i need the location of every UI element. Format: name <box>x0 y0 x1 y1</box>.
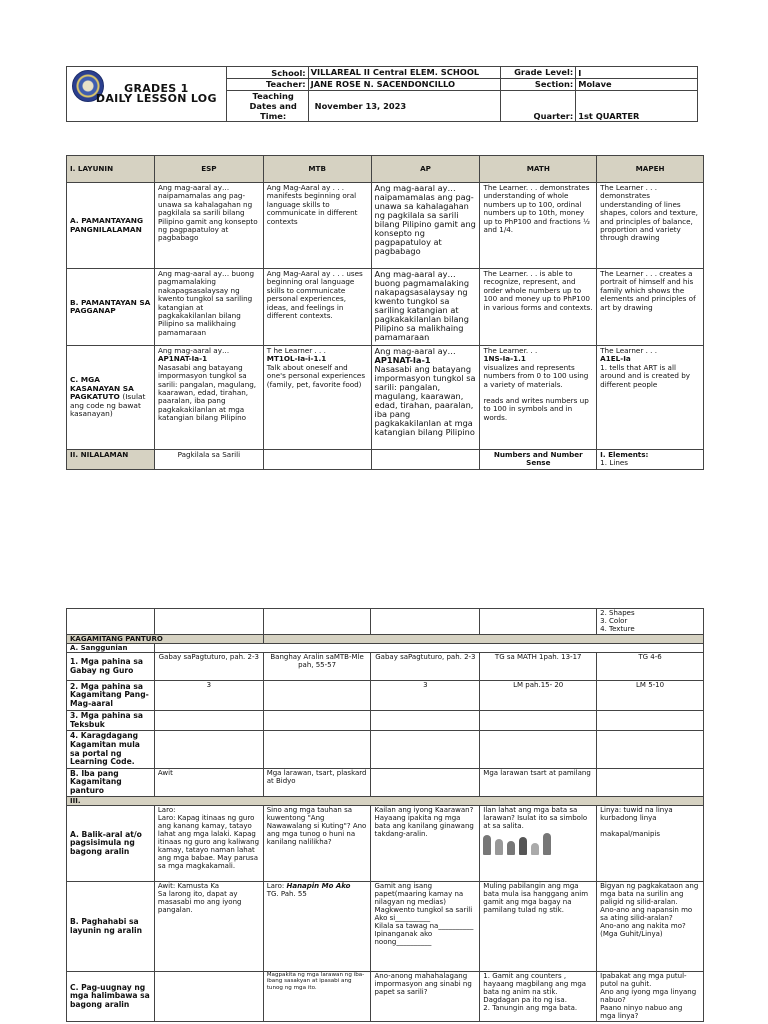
mtb-text: Talk about oneself and one's personal experiences (family, pet, favorite food) <box>266 362 366 389</box>
empty-cell <box>597 731 704 769</box>
procedures-table <box>66 608 704 1022</box>
empty-cell <box>263 711 371 731</box>
section-value: Molave <box>576 79 698 91</box>
title-cell <box>67 67 227 122</box>
cell-b-esp: Ang mag-aaral ay… buong pagmamalaking nakapagsasalaysay ng kwento tungkol sa sariling katangian at pagkakakilanlan bilang Pilipino sa malikhaing pamamaraan <box>154 269 263 346</box>
kagamitang-panturo-band <box>263 635 703 644</box>
pag-uugnay-mtb: Magpakita ng mga larawan ng iba-ibang sasakyan at ipasabi ang tunog ng mga ito. <box>263 972 371 1022</box>
mapeh-text: 1. tells that ART is all around and is created by different people <box>600 362 691 389</box>
lm-math: LM pah.15- 20 <box>480 681 597 711</box>
row-label-kasanayan <box>67 346 155 450</box>
paghahabi-mtb-suffix: TG. Pah. 55 <box>266 890 307 898</box>
ap-text: Nasasabi ang batayang impormasyon tungkol sa sarili: pangalan, magulang, kaarawan, edad, tirahan, paaralan, iba pang pagkakakilanlan at mga katangian bilang Pilipino <box>374 364 476 437</box>
mapeh-continued <box>597 609 704 635</box>
cell-b-mapeh: The Learner . . . creates a portrait of himself and his family which shows the elements and principles of art by drawing <box>597 269 704 346</box>
pag-uugnay-mapeh: Ipabakat ang mga putul-putol na guhit. Ano ang iyong mga linyang nabuo? Paano ninyo nabuo ang mga linya? <box>597 972 704 1022</box>
row-label-paghahabi: B. Paghahabi sa layunin ng aralin <box>67 882 155 972</box>
children-illustration <box>483 833 593 855</box>
teacher-value: JANE ROSE N. SACENDONCILLO <box>308 79 501 91</box>
cell-c-math <box>480 346 597 450</box>
iba-mtb: Mga larawan, tsart, plaskard at Bidyo <box>263 769 371 797</box>
cell-c-ap <box>371 346 480 450</box>
mapeh-item: 4. Texture <box>600 625 635 633</box>
row-label-kagamitang-pang-mag-aaral: 2. Mga pahina sa Kagamitang Pang-Mag-aaral <box>67 681 155 711</box>
empty-cell <box>480 731 597 769</box>
quarter-value: 1st QUARTER <box>576 91 698 122</box>
empty-cell <box>371 609 480 635</box>
mtb-intro: T he Learner . . . <box>266 346 326 355</box>
balik-aral-math <box>480 806 597 882</box>
row-label-nilalaman: II. NILALAMAN <box>67 450 155 470</box>
empty-cell <box>480 609 597 635</box>
gabay-math: TG sa MATH 1pah. 13-17 <box>480 653 597 681</box>
kasanayan-label: C. MGA KASANAYAN SA PAGKATUTO <box>70 375 134 402</box>
sanggunian-band <box>154 644 703 653</box>
row-label-iba-pang-kagamitan: B. Iba pang Kagamitang panturo <box>67 769 155 797</box>
math-code: 1NS-Ia-1.1 <box>483 354 526 364</box>
pamamaraan-heading: III. <box>67 797 704 806</box>
balik-aral-math-text: Ilan lahat ang mga bata sa larawan? Isulat ito sa simbolo at sa salita. <box>483 806 588 830</box>
empty-cell <box>67 609 155 635</box>
empty-cell <box>154 711 263 731</box>
header-table <box>66 66 698 122</box>
paghahabi-ap: Gamit ang isang papet(maaring kamay na nilagyan ng medias) Magkwento tungkol sa sarili Ako si__________ Kilala sa tawag na__________ Ipinanganak ako noong__________ <box>371 882 480 972</box>
esp-code: AP1NAT-Ia-1 <box>157 354 208 364</box>
grade-level-value: I <box>576 67 698 79</box>
col-header-mtb: MTB <box>263 156 371 183</box>
balik-aral-esp: Laro: Laro: Kapag itinaas ng guro ang kanang kamay, tatayo lahat ang mga lalaki. Kapag itinaas ng guro ang kaliwang kamay, tatayo naman lahat ang mga babae. May parusa sa mga magkakamali. <box>154 806 263 882</box>
mapeh-code: A1EL-Ia <box>600 354 631 364</box>
paghahabi-mtb-game: Hanapin Mo Ako <box>286 882 351 890</box>
paghahabi-mtb-prefix: Laro: <box>266 882 287 890</box>
math-text-1: visualizes and represents numbers from 0 to 100 using a variety of materials. <box>483 362 589 389</box>
col-header-layunin: I. LAYUNIN <box>67 156 155 183</box>
title-line-2: DAILY LESSON LOG <box>95 92 217 105</box>
gabay-mapeh: TG 4-6 <box>597 653 704 681</box>
nilalaman-mapeh <box>597 450 704 470</box>
iba-math: Mga larawan tsart at pamilang <box>480 769 597 797</box>
dates-label: Teaching Dates and Time: <box>226 91 308 122</box>
sanggunian-heading: A. Sanggunian <box>67 644 155 653</box>
row-label-karagdagang-kagamitan: 4. Karagdagang Kagamitan mula sa portal ng Learning Code. <box>67 731 155 769</box>
row-label-gabay-ng-guro: 1. Mga pahina sa Gabay ng Guro <box>67 653 155 681</box>
row-label-pamantayang-pangnilalaman: A. PAMANTAYANG PANGNILALAMAN <box>67 183 155 269</box>
iba-ap <box>371 769 480 797</box>
nilalaman-ap <box>371 450 480 470</box>
esp-intro: Ang mag-aaral ay… <box>157 346 230 355</box>
row-label-pamantayan-sa-pagganap: B. PAMANTAYAN SA PAGGANAP <box>67 269 155 346</box>
mapeh-intro: The Learner . . . <box>600 346 657 355</box>
mapeh-elements-item: 1. Lines <box>600 458 629 468</box>
col-header-math: MATH <box>480 156 597 183</box>
gabay-mtb: Banghay Aralin saMTB-Mle pah, 55-57 <box>263 653 371 681</box>
title-line-1: GRADES 1 <box>124 82 189 95</box>
cell-b-mtb: Ang Mag-Aaral ay . . . uses beginning oral language skills to communicate personal experiences, ideas, and feelings in different contexts. <box>263 269 371 346</box>
empty-cell <box>263 731 371 769</box>
ap-code: AP1NAT-Ia-1 <box>374 355 431 365</box>
empty-cell <box>371 731 480 769</box>
kagamitang-panturo-heading: KAGAMITANG PANTURO <box>67 635 264 644</box>
balik-aral-mtb: Sino ang mga tauhan sa kuwentong "Ang Nawawalang si Kuting"? Ano ang mga tunog o huni na kanilang nalilikha? <box>263 806 371 882</box>
mtb-code: MT1OL-Ia-i-1.1 <box>266 354 327 364</box>
paghahabi-mtb <box>263 882 371 972</box>
kasanayan-note: (Isulat ang code ng bawat kasanayan) <box>70 392 146 419</box>
pag-uugnay-esp <box>154 972 263 1022</box>
empty-cell <box>480 711 597 731</box>
lm-esp: 3 <box>154 681 263 711</box>
cell-a-ap: Ang mag-aaral ay… naipamamalas ang pag-unawa sa kahalagahan ng pagkilala sa sarili bilang Pilipino gamit ang konsepto ng pagpapatuloy at pagbabago <box>371 183 480 269</box>
section-label: Section: <box>501 79 576 91</box>
grade-level-label: Grade Level: <box>501 67 576 79</box>
lm-mapeh: LM 5-10 <box>597 681 704 711</box>
school-value: VILLAREAL II Central ELEM. SCHOOL <box>308 67 501 79</box>
math-intro: The Learner. . . <box>483 346 538 355</box>
teacher-label: Teacher: <box>226 79 308 91</box>
empty-cell <box>263 609 371 635</box>
row-label-pag-uugnay: C. Pag-uugnay ng mga halimbawa sa bagong aralin <box>67 972 155 1022</box>
empty-cell <box>154 609 263 635</box>
cell-a-esp: Ang mag-aaral ay… naipamamalas ang pag-unawa sa kahalagahan ng pagkilala sa sarili bilang Pilipino gamit ang konsepto ng pagpapatuloy at pagbabago <box>154 183 263 269</box>
dates-value: November 13, 2023 <box>308 91 501 122</box>
cell-a-mtb: Ang Mag-Aaral ay . . . manifests beginning oral language skills to communicate in different contexts <box>263 183 371 269</box>
iba-mapeh <box>597 769 704 797</box>
esp-text: Nasasabi ang batayang impormasyon tungkol sa sarili: pangalan, magulang, kaarawan, edad, tirahan, paaralan, iba pang pagkakakilanlan at mga katangian bilang Pilipino <box>157 362 257 423</box>
row-label-teksbuk: 3. Mga pahina sa Teksbuk <box>67 711 155 731</box>
school-label: School: <box>226 67 308 79</box>
cell-c-esp <box>154 346 263 450</box>
nilalaman-math: Numbers and Number Sense <box>480 450 597 470</box>
gabay-esp: Gabay saPagtuturo, pah. 2-3 <box>154 653 263 681</box>
paghahabi-mapeh: Bigyan ng pagkakataon ang mga bata na surilin ang paligid ng silid-aralan. Ano-ano ang napansin mo sa ating silid-aralan? Ano-ano ang nakita mo? (Mga Guhit/Linya) <box>597 882 704 972</box>
math-text-2: reads and writes numbers up to 100 in symbols and in words. <box>483 396 589 422</box>
quarter-label: Quarter: <box>501 91 576 122</box>
cell-a-math: The Learner. . . demonstrates understanding of whole numbers up to 100, ordinal numbers up to 10th, money up to PhP100 and fractions ½ and 1/4. <box>480 183 597 269</box>
nilalaman-esp: Pagkilala sa Sarili <box>154 450 263 470</box>
ap-intro: Ang mag-aaral ay… <box>374 346 456 356</box>
cell-a-mapeh: The Learner . . . demonstrates understanding of lines shapes, colors and texture, and principles of balance, proportion and variety through drawing <box>597 183 704 269</box>
cell-c-mtb <box>263 346 371 450</box>
balik-aral-mapeh: Linya: tuwid na linya kurbadong linya makapal/manipis <box>597 806 704 882</box>
iba-esp: Awit <box>154 769 263 797</box>
cell-c-mapeh <box>597 346 704 450</box>
objectives-table <box>66 155 704 470</box>
row-label-balik-aral: A. Balik-aral at/o pagsisimula ng bagong aralin <box>67 806 155 882</box>
gabay-ap: Gabay saPagtuturo, pah. 2-3 <box>371 653 480 681</box>
empty-cell <box>597 711 704 731</box>
paghahabi-math: Muling pabilangin ang mga bata mula isa hanggang anim gamit ang mga bagay na pamilang tulad ng stik. <box>480 882 597 972</box>
empty-cell <box>371 711 480 731</box>
mapeh-elements-title: I. Elements: <box>600 450 649 459</box>
cell-b-ap: Ang mag-aaral ay… buong pagmamalaking nakapagsasalaysay ng kwento tungkol sa sariling katangian at pagkakakilanlan bilang Pilipino sa malikhaing pamamaraan <box>371 269 480 346</box>
paghahabi-esp: Awit: Kamusta Ka Sa larong ito, dapat ay masasabi mo ang iyong pangalan. <box>154 882 263 972</box>
mapeh-item: 3. Color <box>600 617 628 625</box>
balik-aral-ap: Kailan ang iyong Kaarawan? Hayaang ipakita ng mga bata ang kanilang ginawang takdang-aralin. <box>371 806 480 882</box>
lm-ap: 3 <box>371 681 480 711</box>
cell-b-math: The Learner. . . is able to recognize, represent, and order whole numbers up to 100 and money up to PhP100 in various forms and contexts. <box>480 269 597 346</box>
col-header-esp: ESP <box>154 156 263 183</box>
pag-uugnay-math: 1. Gamit ang counters , hayaang magbilang ang mga bata ng anim na stik. Dagdagan pa ito ng isa. 2. Tanungin ang mga bata. <box>480 972 597 1022</box>
col-header-ap: AP <box>371 156 480 183</box>
nilalaman-mtb <box>263 450 371 470</box>
empty-cell <box>154 731 263 769</box>
lm-mtb <box>263 681 371 711</box>
pag-uugnay-ap: Ano-anong mahahalagang impormasyon ang sinabi ng papet sa sarili? <box>371 972 480 1022</box>
col-header-mapeh: MAPEH <box>597 156 704 183</box>
mapeh-item: 2. Shapes <box>600 609 635 617</box>
